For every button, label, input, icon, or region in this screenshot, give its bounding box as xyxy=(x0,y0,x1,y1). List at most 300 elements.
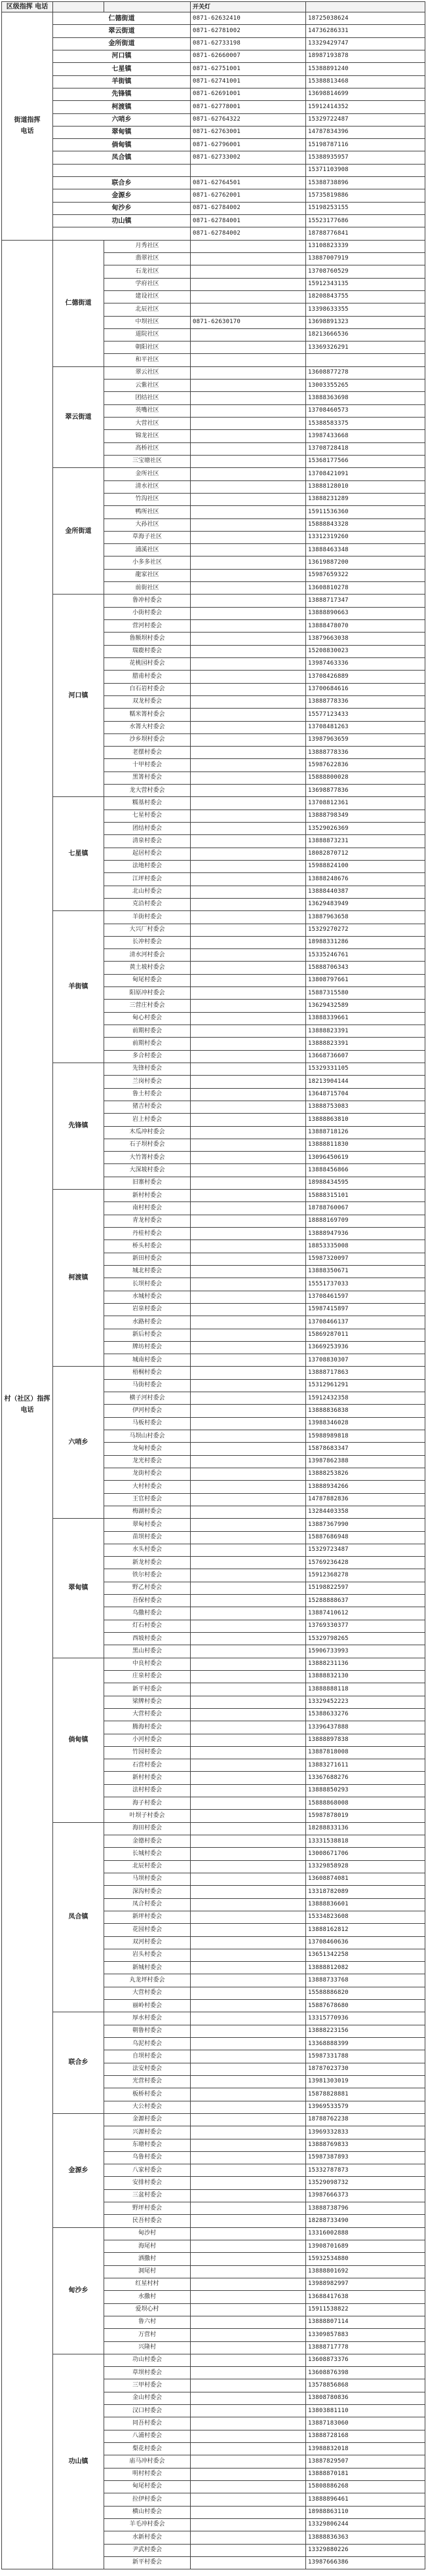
village-phone xyxy=(191,1152,306,1164)
village-mobile: 15288888637 xyxy=(306,1595,425,1607)
village-mobile: 15988824100 xyxy=(306,860,425,872)
village-name: 海田村委会 xyxy=(104,1822,191,1835)
village-name: 竹园村委会 xyxy=(104,1746,191,1759)
village-phone xyxy=(191,2392,306,2404)
village-row xyxy=(2,797,425,810)
village-phone xyxy=(191,1810,306,1822)
village-phone xyxy=(191,1126,306,1139)
town-name: 功山镇 xyxy=(53,2354,104,2569)
village-name: 翡翠社区 xyxy=(104,252,191,265)
village-phone xyxy=(191,2227,306,2240)
village-mobile: 13329806244 xyxy=(306,2518,425,2531)
village-phone xyxy=(191,1114,306,1126)
village-name: 团结社区 xyxy=(104,392,191,404)
village-mobile: 13708728418 xyxy=(306,442,425,455)
village-mobile: 13096450619 xyxy=(306,1152,425,1164)
village-phone xyxy=(191,2443,306,2455)
village-mobile: 13887818008 xyxy=(306,1746,425,1759)
village-mobile: 13708481263 xyxy=(306,721,425,733)
village-mobile: 18288833136 xyxy=(306,1822,425,1835)
village-phone xyxy=(191,252,306,265)
village-name: 清水河村委会 xyxy=(104,949,191,962)
village-mobile: 13708812361 xyxy=(306,797,425,810)
village-name: 朝阳社区 xyxy=(104,342,191,354)
village-name: 清水社区 xyxy=(104,480,191,493)
district-row xyxy=(2,63,425,75)
village-phone xyxy=(191,2189,306,2202)
village-name: 黑山村委会 xyxy=(104,1645,191,1658)
village-name: 同吾村委会 xyxy=(104,2417,191,2430)
village-mobile: 15987387893 xyxy=(306,2151,425,2164)
village-name: 板桥村委会 xyxy=(104,2088,191,2101)
village-phone xyxy=(191,2075,306,2088)
village-phone xyxy=(191,898,306,910)
village-phone xyxy=(191,1417,306,1430)
village-mobile: 18082870712 xyxy=(306,848,425,860)
village-name: 云紫社区 xyxy=(104,380,191,392)
village-phone xyxy=(191,1797,306,1810)
village-mobile: 15987320097 xyxy=(306,1253,425,1265)
village-phone xyxy=(191,1873,306,1885)
village-phone xyxy=(191,1595,306,1607)
village-name: 南村村委会 xyxy=(104,1202,191,1215)
village-name: 野坪村委会 xyxy=(104,2202,191,2215)
district-row xyxy=(2,202,425,214)
village-phone xyxy=(191,695,306,708)
village-name: 深沟村委会 xyxy=(104,1886,191,1898)
village-mobile: 13887007919 xyxy=(306,252,425,265)
village-phone xyxy=(191,1076,306,1088)
village-mobile: 13700684616 xyxy=(306,683,425,695)
village-mobile: 13888253826 xyxy=(306,1468,425,1480)
village-mobile: 13608877278 xyxy=(306,366,425,379)
village-phone xyxy=(191,2468,306,2480)
village-mobile: 13888231289 xyxy=(306,493,425,505)
village-name: 瑞鹿村委会 xyxy=(104,645,191,657)
district-row xyxy=(2,227,425,240)
village-phone xyxy=(191,2126,306,2139)
village-mobile: 13888832130 xyxy=(306,1670,425,1683)
village-mobile: 13708466137 xyxy=(306,1316,425,1329)
village-mobile: 13888769833 xyxy=(306,2139,425,2151)
district-row xyxy=(2,126,425,138)
village-mobile: 15808886268 xyxy=(306,2480,425,2493)
village-phone xyxy=(191,1734,306,1746)
village-phone xyxy=(191,2101,306,2113)
village-name: 梁牌村委会 xyxy=(104,1696,191,1708)
village-mobile: 13969332833 xyxy=(306,2126,425,2139)
village-mobile: 15329798265 xyxy=(306,1633,425,1645)
village-name: 野乙村委会 xyxy=(104,1582,191,1594)
village-mobile: 15577123433 xyxy=(306,709,425,721)
header-col-a: 区级指挥 电话 xyxy=(2,2,53,12)
village-name: 城南村委会 xyxy=(104,1354,191,1367)
village-mobile: 13888718126 xyxy=(306,1126,425,1139)
village-name: 草海子社区 xyxy=(104,531,191,543)
village-phone xyxy=(191,2050,306,2063)
village-phone xyxy=(191,1569,306,1582)
village-phone xyxy=(191,2556,306,2569)
village-mobile: 13888478070 xyxy=(306,620,425,633)
village-name: 灯石村委会 xyxy=(104,1620,191,1632)
village-mobile: 13318782089 xyxy=(306,1886,425,1898)
district-mobile: 15198787116 xyxy=(306,139,425,151)
district-row xyxy=(2,139,425,151)
village-name: 金所社区 xyxy=(104,468,191,480)
village-mobile: 13888823391 xyxy=(306,1038,425,1050)
district-mobile: 15388935957 xyxy=(306,151,425,164)
village-phone xyxy=(191,2291,306,2303)
village-mobile: 13888812082 xyxy=(306,1962,425,1974)
village-name: 阳原冲村委会 xyxy=(104,987,191,1000)
village-mobile: 18787023730 xyxy=(306,2063,425,2075)
village-name: 中坝社区 xyxy=(104,316,191,328)
village-mobile: 13619887200 xyxy=(306,556,425,569)
district-name: 河口镇 xyxy=(53,50,191,62)
village-name: 先锋村委会 xyxy=(104,1063,191,1075)
village-name: 翠云社区 xyxy=(104,366,191,379)
village-phone xyxy=(191,1936,306,1949)
village-phone xyxy=(191,2367,306,2379)
village-phone xyxy=(191,569,306,581)
village-name: 新后村委会 xyxy=(104,1329,191,1341)
village-phone xyxy=(191,1228,306,1240)
village-name: 梧桐村委会 xyxy=(104,1367,191,1379)
village-row xyxy=(2,2113,425,2126)
village-name: 明村村委会 xyxy=(104,2468,191,2480)
town-name: 六哨乡 xyxy=(53,1367,104,1519)
village-mobile: 15198822597 xyxy=(306,1582,425,1594)
village-phone xyxy=(191,1392,306,1405)
district-phone: 0871-62691001 xyxy=(191,88,306,100)
village-name: 花桃园村委会 xyxy=(104,657,191,670)
village-name: 庙马冲村委会 xyxy=(104,2455,191,2468)
town-name: 七星镇 xyxy=(53,797,104,911)
village-name: 尹武村委会 xyxy=(104,2544,191,2556)
village-mobile: 15888315101 xyxy=(306,1190,425,1202)
village-mobile: 13888728168 xyxy=(306,2430,425,2442)
district-phone: 0871-62660007 xyxy=(191,50,306,62)
district-row xyxy=(2,164,425,176)
village-phone xyxy=(191,1063,306,1075)
village-mobile: 13887410612 xyxy=(306,1607,425,1620)
district-mobile: 18788776841 xyxy=(306,227,425,240)
district-mobile: 18725038624 xyxy=(306,12,425,25)
village-mobile: 18288733490 xyxy=(306,2215,425,2227)
village-phone xyxy=(191,518,306,531)
village-name: 梨花村委会 xyxy=(104,2443,191,2455)
town-name: 金所街道 xyxy=(53,468,104,595)
village-phone xyxy=(191,2164,306,2177)
district-row xyxy=(2,189,425,202)
village-mobile: 15334823608 xyxy=(306,1911,425,1923)
village-mobile: 18788760067 xyxy=(306,1202,425,1215)
village-name: 丽岭村委会 xyxy=(104,2000,191,2012)
village-phone xyxy=(191,936,306,948)
village-name: 金德村委会 xyxy=(104,1835,191,1848)
village-mobile: 18788762238 xyxy=(306,2113,425,2126)
village-phone xyxy=(191,962,306,974)
village-mobile: 13008671706 xyxy=(306,1848,425,1860)
village-name: 洒撒村 xyxy=(104,2253,191,2265)
village-mobile: 13879663038 xyxy=(306,633,425,645)
village-mobile: 15388633276 xyxy=(306,1708,425,1721)
village-mobile: 13708426889 xyxy=(306,671,425,683)
village-name: 龙街村委会 xyxy=(104,1468,191,1480)
village-phone xyxy=(191,2113,306,2126)
village-mobile: 15987878019 xyxy=(306,1810,425,1822)
village-row xyxy=(2,1822,425,1835)
village-name: 龙甸村委会 xyxy=(104,1443,191,1455)
village-phone xyxy=(191,404,306,417)
village-name: 横山村委会 xyxy=(104,2506,191,2518)
village-phone xyxy=(191,620,306,633)
village-phone xyxy=(191,430,306,442)
village-mobile: 15911536360 xyxy=(306,506,425,518)
village-name: 丸龙坪村委会 xyxy=(104,1974,191,1987)
village-mobile: 13329880226 xyxy=(306,2544,425,2556)
village-name: 月秀社区 xyxy=(104,240,191,252)
village-name: 岩泉村委会 xyxy=(104,1303,191,1316)
village-name: 大公村委会 xyxy=(104,2101,191,2113)
village-phone xyxy=(191,342,306,354)
village-phone xyxy=(191,442,306,455)
village-phone xyxy=(191,2038,306,2050)
village-name: 马板村委会 xyxy=(104,1417,191,1430)
village-name: 石龙社区 xyxy=(104,265,191,278)
village-mobile: 13887829507 xyxy=(306,2455,425,2468)
village-mobile: 13888836363 xyxy=(306,2531,425,2544)
village-name: 自坝村委会 xyxy=(104,2050,191,2063)
village-phone xyxy=(191,835,306,848)
village-mobile: 15588886820 xyxy=(306,1987,425,1999)
village-phone xyxy=(191,1848,306,1860)
village-phone xyxy=(191,1025,306,1038)
village-mobile: 15887686948 xyxy=(306,1531,425,1544)
village-mobile: 13284403358 xyxy=(306,1506,425,1518)
village-mobile: 18853335008 xyxy=(306,1240,425,1253)
district-phone: 0871-62733002 xyxy=(191,151,306,164)
village-phone xyxy=(191,1633,306,1645)
village-phone xyxy=(191,1924,306,1936)
village-mobile: 13888223156 xyxy=(306,2025,425,2037)
village-phone xyxy=(191,1303,306,1316)
village-mobile: 15878828881 xyxy=(306,2088,425,2101)
village-name: 长冲村委会 xyxy=(104,936,191,948)
village-name: 羊街村委会 xyxy=(104,911,191,924)
village-mobile: 13368888399 xyxy=(306,2038,425,2050)
village-mobile: 13987666386 xyxy=(306,2556,425,2569)
village-mobile: 15878683347 xyxy=(306,1443,425,1455)
village-phone xyxy=(191,1291,306,1303)
village-name: 法地村委会 xyxy=(104,860,191,872)
village-phone xyxy=(191,1443,306,1455)
village-phone xyxy=(191,1822,306,1835)
village-phone xyxy=(191,607,306,619)
village-phone xyxy=(191,1177,306,1189)
village-name: 小多多社区 xyxy=(104,556,191,569)
village-phone xyxy=(191,1000,306,1012)
village-phone xyxy=(191,2354,306,2366)
village-mobile: 15869287011 xyxy=(306,1329,425,1341)
district-mobile: 14787834396 xyxy=(306,126,425,138)
district-name: 凤合镇 xyxy=(53,151,191,164)
village-name: 花园村委会 xyxy=(104,1924,191,1936)
district-phone: 0871-62632410 xyxy=(191,12,306,25)
village-phone xyxy=(191,303,306,316)
village-phone xyxy=(191,1658,306,1670)
village-phone xyxy=(191,1860,306,1873)
village-mobile: 15329723487 xyxy=(306,1544,425,1556)
village-name: 庄泉村委会 xyxy=(104,1670,191,1683)
village-name: 浦溪社区 xyxy=(104,544,191,556)
village-mobile: 13888753083 xyxy=(306,1101,425,1113)
village-phone xyxy=(191,2405,306,2417)
village-phone xyxy=(191,1519,306,1531)
village-phone xyxy=(191,1240,306,1253)
village-phone xyxy=(191,2544,306,2556)
district-mobile: 15735819886 xyxy=(306,189,425,202)
village-mobile: 13988346028 xyxy=(306,1417,425,1430)
village-mobile: 15551737033 xyxy=(306,1278,425,1291)
town-name: 倘甸镇 xyxy=(53,1658,104,1822)
village-name: 兴隆村 xyxy=(104,2341,191,2354)
district-row xyxy=(2,177,425,189)
village-mobile: 13708461597 xyxy=(306,1291,425,1303)
village-mobile: 13369326291 xyxy=(306,342,425,354)
village-mobile: 13887367990 xyxy=(306,1519,425,1531)
village-phone xyxy=(191,2341,306,2354)
village-mobile: 13329858928 xyxy=(306,1860,425,1873)
village-mobile: 13888339661 xyxy=(306,1012,425,1025)
village-row xyxy=(2,1190,425,1202)
village-phone xyxy=(191,1190,306,1202)
village-mobile: 13888128010 xyxy=(306,480,425,493)
village-phone xyxy=(191,1164,306,1177)
district-phone: 0871-62784002 xyxy=(191,227,306,240)
village-mobile: 13398633355 xyxy=(306,303,425,316)
village-mobile: 13883271611 xyxy=(306,1759,425,1772)
phone-directory-sheet xyxy=(1,1,425,2573)
village-phone xyxy=(191,1987,306,1999)
village-phone xyxy=(191,1772,306,1784)
village-row xyxy=(2,366,425,379)
village-mobile: 15911538822 xyxy=(306,2303,425,2316)
village-name: 糯基村委会 xyxy=(104,797,191,810)
village-name: 马坝村委会 xyxy=(104,1873,191,1885)
district-mobile: 13329429747 xyxy=(306,37,425,50)
district-row xyxy=(2,12,425,25)
village-phone xyxy=(191,1493,306,1506)
district-name: 翠甸镇 xyxy=(53,126,191,138)
district-row xyxy=(2,75,425,88)
village-mobile: 13608810278 xyxy=(306,582,425,595)
village-name: 前期村委会 xyxy=(104,1038,191,1050)
village-mobile: 13888717347 xyxy=(306,595,425,607)
village-phone xyxy=(191,2215,306,2227)
village-name: 营河村委会 xyxy=(104,620,191,633)
village-phone xyxy=(191,848,306,860)
district-name: 柯渡镇 xyxy=(53,101,191,113)
village-phone xyxy=(191,2303,306,2316)
village-name: 乌泥村委会 xyxy=(104,2038,191,2050)
village-mobile: 18213666536 xyxy=(306,328,425,341)
village-mobile: 13888863810 xyxy=(306,1114,425,1126)
village-mobile: 13708460636 xyxy=(306,1936,425,1949)
village-name: 克沿村委会 xyxy=(104,898,191,910)
village-mobile: 15887678680 xyxy=(306,2000,425,2012)
village-name: 大兴厂村委会 xyxy=(104,924,191,936)
village-phone xyxy=(191,1468,306,1480)
district-name: 甸沙乡 xyxy=(53,202,191,214)
village-phone xyxy=(191,1050,306,1063)
village-row xyxy=(2,468,425,480)
village-row xyxy=(2,2354,425,2366)
village-phone xyxy=(191,455,306,467)
village-mobile: 18988331286 xyxy=(306,936,425,948)
village-phone xyxy=(191,1038,306,1050)
village-phone xyxy=(191,1367,306,1379)
village-mobile: 15988989818 xyxy=(306,1430,425,1443)
district-name: 金所街道 xyxy=(53,37,191,50)
district-name: 七星镇 xyxy=(53,63,191,75)
district-phone: 0871-62763001 xyxy=(191,126,306,138)
village-mobile: 13629483949 xyxy=(306,898,425,910)
village-name: 学府社区 xyxy=(104,278,191,290)
village-mobile: 15312961291 xyxy=(306,1379,425,1392)
village-name: 铁尔村委会 xyxy=(104,1569,191,1582)
district-phone: 0871-62764322 xyxy=(191,113,306,126)
village-row xyxy=(2,2012,425,2025)
village-phone xyxy=(191,645,306,657)
village-phone xyxy=(191,1316,306,1329)
village-name: 西坡村委会 xyxy=(104,1633,191,1645)
village-name: 梅湖村委会 xyxy=(104,1506,191,1518)
village-mobile: 13888850293 xyxy=(306,1784,425,1797)
village-mobile: 13698877836 xyxy=(306,785,425,797)
village-mobile: 15987415897 xyxy=(306,1303,425,1316)
village-name: 黄土坡村委会 xyxy=(104,962,191,974)
village-phone xyxy=(191,595,306,607)
village-mobile: 13312319260 xyxy=(306,531,425,543)
village-name: 老摆村委会 xyxy=(104,747,191,759)
village-mobile: 13396437888 xyxy=(306,1721,425,1734)
village-name: 甸沙村 xyxy=(104,2227,191,2240)
village-name: 安排村委会 xyxy=(104,2177,191,2189)
village-name: 北山村委会 xyxy=(104,886,191,898)
village-phone xyxy=(191,328,306,341)
village-name: 法安村委会 xyxy=(104,2063,191,2075)
village-name: 江坪村委会 xyxy=(104,873,191,886)
village-name: 新村村委会 xyxy=(104,1190,191,1202)
village-phone xyxy=(191,2088,306,2101)
village-mobile: 13988832018 xyxy=(306,2443,425,2455)
village-name: 水撒村 xyxy=(104,2291,191,2303)
village-name: 大村村委会 xyxy=(104,1481,191,1493)
village-phone xyxy=(191,1278,306,1291)
village-mobile: 15887315580 xyxy=(306,987,425,1000)
village-phone xyxy=(191,2025,306,2037)
village-phone xyxy=(191,1215,306,1227)
village-name: 草坝村委会 xyxy=(104,2367,191,2379)
village-phone xyxy=(191,2518,306,2531)
town-name: 联合乡 xyxy=(53,2012,104,2114)
village-mobile: 13669253936 xyxy=(306,1341,425,1354)
village-phone xyxy=(191,2379,306,2392)
village-phone xyxy=(191,1354,306,1367)
district-name: 羊街镇 xyxy=(53,75,191,88)
village-mobile: 13888801692 xyxy=(306,2265,425,2278)
